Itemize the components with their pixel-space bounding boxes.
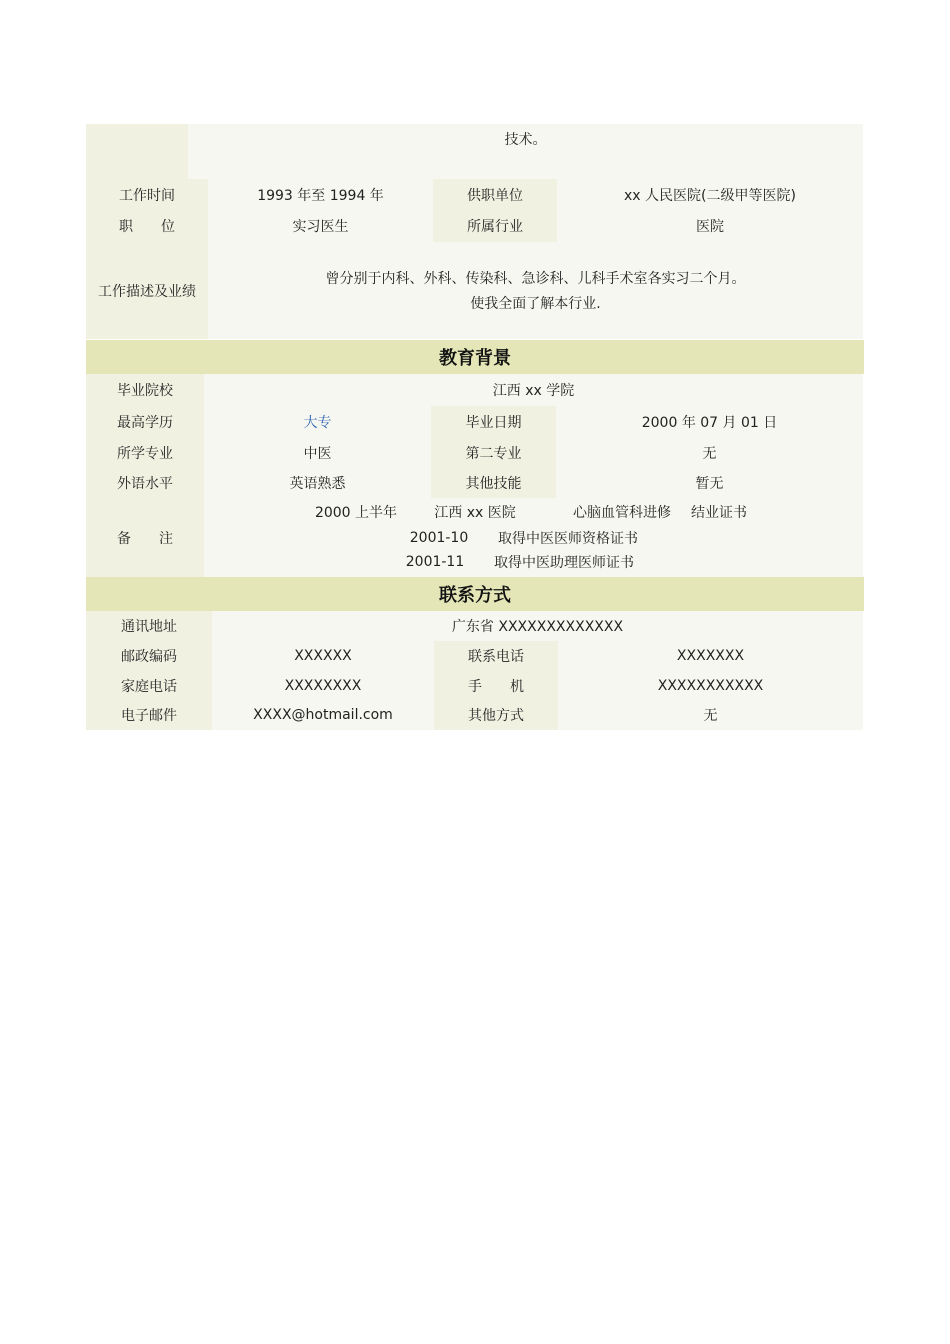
address-value: 广东省 XXXXXXXXXXXXX: [451, 619, 624, 635]
degree-value: 大专: [303, 415, 332, 431]
second-major-label: 第二专业: [431, 438, 556, 468]
phone-value: XXXXXXX: [676, 648, 745, 664]
note-1-result: 结业证书: [691, 505, 747, 521]
zip-value: XXXXXX: [294, 648, 352, 664]
note-2-item: 取得中医医师资格证书: [498, 531, 638, 547]
other-contact-value: 无: [703, 708, 718, 724]
notes-label: 备 注: [86, 498, 204, 577]
position-value: 实习医生: [292, 219, 349, 235]
degree-label: 最高学历: [86, 406, 204, 438]
note-1-place: 江西 xx 医院: [434, 505, 516, 521]
education-section-header: 教育背景: [86, 340, 864, 374]
home-phone-value: XXXXXXXX: [284, 677, 362, 694]
note-2-date: 2001-10: [409, 530, 469, 546]
graduation-date-value: 2000 年 07 月 01 日: [641, 415, 778, 431]
language-value: 英语熟悉: [289, 476, 346, 492]
email-label: 电子邮件: [86, 700, 212, 730]
industry-label: 所属行业: [433, 210, 557, 242]
phone-label: 联系电话: [434, 641, 558, 671]
graduation-date-label: 毕业日期: [431, 406, 556, 438]
other-contact-label: 其他方式: [434, 700, 558, 730]
zip-label: 邮政编码: [86, 641, 212, 671]
second-major-value: 无: [702, 446, 717, 462]
work-tail-label-cell: [86, 124, 188, 179]
employer-label: 供职单位: [433, 179, 557, 210]
school-value: 江西 xx 学院: [492, 383, 575, 399]
note-3-date: 2001-11: [405, 554, 465, 570]
email-value[interactable]: XXXX@hotmail.com: [253, 707, 393, 723]
work-time-label: 工作时间: [86, 179, 208, 210]
language-label: 外语水平: [86, 468, 204, 498]
work-description-line-2: 使我全面了解本行业.: [470, 296, 601, 312]
major-label: 所学专业: [86, 438, 204, 468]
work-description-line-1: 曾分别于内科、外科、传染科、急诊科、儿科手术室各实习二个月。: [325, 271, 746, 287]
skills-value: 暂无: [695, 476, 724, 492]
note-1-date: 2000 上半年: [314, 505, 398, 521]
industry-value: 医院: [696, 219, 724, 235]
home-phone-label: 家庭电话: [86, 671, 212, 700]
address-label: 通讯地址: [86, 611, 212, 641]
work-time-value: 1993 年至 1994 年: [257, 187, 384, 204]
school-label: 毕业院校: [86, 374, 204, 406]
work-description-label: 工作描述及业绩: [86, 242, 208, 339]
work-previous-tail-text: 技术。: [504, 132, 547, 148]
position-label: 职 位: [86, 210, 208, 242]
contact-section-header: 联系方式: [86, 577, 864, 611]
skills-label: 其他技能: [431, 468, 556, 498]
note-1-item: 心脑血管科进修: [573, 505, 671, 521]
mobile-value: XXXXXXXXXXX: [657, 677, 764, 694]
major-value: 中医: [303, 446, 332, 462]
employer-value: xx 人民医院(二级甲等医院): [624, 187, 796, 204]
mobile-label: 手 机: [434, 671, 558, 700]
note-3-item: 取得中医助理医师证书: [494, 555, 634, 571]
